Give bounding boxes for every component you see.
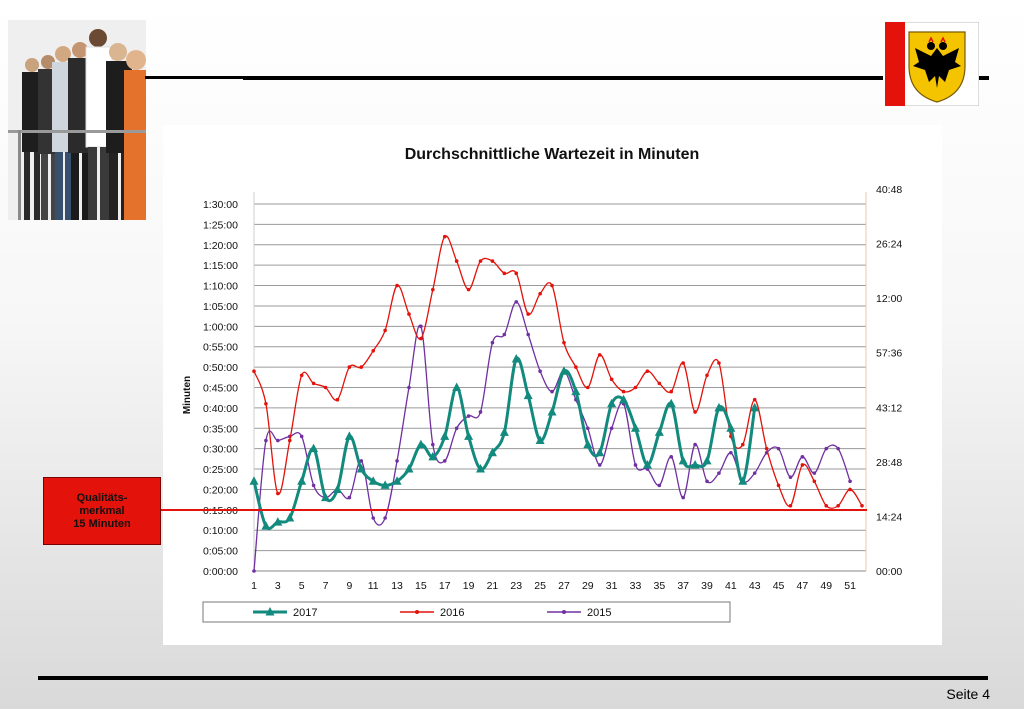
data-point-2015 bbox=[658, 484, 662, 488]
x-tick-label: 7 bbox=[322, 580, 329, 592]
x-tick-label: 15 bbox=[415, 580, 427, 592]
data-point-2016 bbox=[586, 386, 590, 390]
data-point-2015 bbox=[443, 459, 447, 463]
data-point-2016 bbox=[455, 259, 459, 263]
legend-label-2016: 2016 bbox=[440, 607, 465, 619]
data-point-2017 bbox=[416, 440, 425, 449]
data-point-2017 bbox=[524, 391, 533, 400]
page-number: Seite 4 bbox=[946, 686, 990, 702]
data-point-2015 bbox=[479, 410, 483, 414]
data-point-2015 bbox=[681, 496, 685, 500]
data-point-2015 bbox=[550, 390, 554, 394]
data-point-2015 bbox=[634, 463, 638, 467]
data-point-2017 bbox=[703, 456, 712, 465]
data-point-2015 bbox=[431, 443, 435, 447]
quality-note-line3: 15 Minuten bbox=[73, 517, 131, 530]
data-point-2016 bbox=[634, 386, 638, 390]
y-tick-label-right: 14:24 bbox=[876, 511, 903, 524]
y-tick-label-right: 12:00 bbox=[876, 293, 903, 306]
x-tick-label: 17 bbox=[438, 580, 451, 592]
x-tick-label: 1 bbox=[251, 580, 257, 592]
x-tick-label: 31 bbox=[605, 580, 618, 592]
data-point-2015 bbox=[789, 475, 793, 479]
x-tick-label: 47 bbox=[796, 580, 809, 592]
data-point-2015 bbox=[276, 439, 280, 443]
data-point-2016 bbox=[276, 492, 280, 496]
data-point-2016 bbox=[824, 504, 828, 508]
y-tick-label-left: 0:05:00 bbox=[202, 545, 238, 558]
data-point-2015 bbox=[598, 463, 602, 467]
data-point-2015 bbox=[848, 479, 852, 483]
legend-label-2017: 2017 bbox=[293, 607, 318, 619]
data-point-2015 bbox=[407, 386, 411, 390]
data-point-2015 bbox=[610, 426, 614, 430]
data-point-2016 bbox=[288, 439, 292, 443]
data-point-2015 bbox=[491, 341, 495, 345]
y-tick-label-left: 0:35:00 bbox=[202, 423, 238, 436]
data-point-2015 bbox=[586, 426, 590, 430]
data-point-2017 bbox=[345, 431, 354, 440]
data-point-2015 bbox=[729, 451, 733, 455]
data-point-2016 bbox=[789, 504, 793, 508]
quality-threshold-box bbox=[43, 477, 161, 545]
y-axis-label: Minuten bbox=[182, 375, 193, 415]
y-tick-label-right: 26:24 bbox=[876, 238, 903, 251]
x-tick-label: 33 bbox=[629, 580, 642, 592]
y-tick-label-left: 0:50:00 bbox=[202, 362, 238, 375]
data-point-2015 bbox=[300, 435, 304, 439]
data-point-2016 bbox=[467, 288, 471, 292]
data-point-2016 bbox=[371, 349, 375, 353]
y-tick-label-right: 00:00 bbox=[876, 566, 903, 578]
data-point-2016 bbox=[705, 373, 709, 377]
data-point-2017 bbox=[440, 431, 449, 440]
data-point-2015 bbox=[312, 484, 316, 488]
data-point-2016 bbox=[741, 443, 745, 447]
y-tick-label-left: 0:30:00 bbox=[202, 443, 238, 456]
x-tick-label: 49 bbox=[820, 580, 833, 592]
y-tick-label-left: 1:15:00 bbox=[202, 260, 238, 273]
data-point-2016 bbox=[300, 373, 304, 377]
data-point-2015 bbox=[705, 479, 709, 483]
data-point-2016 bbox=[813, 479, 817, 483]
data-point-2016 bbox=[836, 504, 840, 508]
y-tick-label-left: 0:00:00 bbox=[202, 566, 238, 578]
data-point-2015 bbox=[801, 455, 805, 459]
data-point-2015 bbox=[753, 471, 757, 475]
data-point-2016 bbox=[395, 284, 399, 288]
data-point-2015 bbox=[383, 516, 387, 520]
data-point-2016 bbox=[574, 365, 578, 369]
y-tick-label-left: 1:00:00 bbox=[202, 321, 238, 334]
x-tick-label: 25 bbox=[534, 580, 546, 592]
data-point-2017 bbox=[309, 444, 318, 453]
y-tick-label-left: 0:40:00 bbox=[202, 402, 238, 415]
x-tick-label: 39 bbox=[701, 580, 713, 592]
data-point-2016 bbox=[348, 365, 352, 369]
data-point-2016 bbox=[646, 369, 650, 373]
data-point-2016 bbox=[550, 284, 554, 288]
people-queue-photo bbox=[8, 20, 146, 220]
data-point-2016 bbox=[777, 484, 781, 488]
data-point-2016 bbox=[848, 488, 852, 492]
data-point-2016 bbox=[419, 337, 423, 341]
data-point-2016 bbox=[479, 259, 483, 263]
data-point-2016 bbox=[801, 463, 805, 467]
data-point-2017 bbox=[679, 456, 688, 465]
chart-title: Durchschnittliche Wartezeit in Minuten bbox=[404, 146, 700, 163]
x-tick-label: 3 bbox=[274, 580, 281, 592]
data-point-2015 bbox=[526, 333, 530, 337]
data-point-2017 bbox=[297, 476, 306, 485]
header-rule bbox=[243, 76, 883, 80]
data-point-2016 bbox=[359, 365, 363, 369]
data-point-2016 bbox=[753, 398, 757, 402]
series-2017 bbox=[250, 354, 760, 530]
x-tick-label: 5 bbox=[298, 580, 305, 592]
data-point-2016 bbox=[324, 386, 328, 390]
data-point-2016 bbox=[312, 382, 316, 386]
header-rule-left bbox=[145, 76, 245, 79]
data-point-2015 bbox=[824, 447, 828, 451]
data-point-2017 bbox=[726, 423, 735, 432]
x-tick-label: 51 bbox=[844, 580, 856, 592]
data-point-2016 bbox=[598, 353, 602, 357]
y-tick-label-right: 40:48 bbox=[876, 184, 903, 196]
data-point-2015 bbox=[836, 447, 840, 451]
data-point-2015 bbox=[371, 516, 375, 520]
series-line-2017 bbox=[254, 358, 755, 528]
data-point-2016 bbox=[610, 378, 614, 382]
data-point-2015 bbox=[669, 455, 673, 459]
x-tick-label: 37 bbox=[677, 580, 690, 592]
y-tick-label-right: 43:12 bbox=[876, 402, 903, 415]
series-2016 bbox=[252, 235, 864, 509]
x-tick-label: 43 bbox=[748, 580, 761, 592]
data-point-2015 bbox=[813, 471, 817, 475]
data-point-2015 bbox=[717, 471, 721, 475]
y-tick-label-left: 1:30:00 bbox=[202, 199, 238, 211]
data-point-2015 bbox=[348, 496, 352, 500]
x-tick-label: 35 bbox=[653, 580, 666, 592]
x-tick-label: 13 bbox=[391, 580, 403, 592]
data-point-2016 bbox=[491, 259, 495, 263]
data-point-2017 bbox=[464, 431, 473, 440]
data-point-2016 bbox=[765, 447, 769, 451]
y-tick-label-left: 1:05:00 bbox=[202, 300, 238, 313]
data-point-2016 bbox=[860, 504, 864, 508]
y-tick-label-left: 0:10:00 bbox=[202, 525, 238, 538]
data-point-2016 bbox=[681, 361, 685, 365]
data-point-2016 bbox=[383, 329, 387, 333]
quality-threshold-line bbox=[161, 509, 867, 511]
x-tick-label: 21 bbox=[486, 580, 499, 592]
data-point-2016 bbox=[431, 288, 435, 292]
x-tick-label: 45 bbox=[772, 580, 785, 592]
y-tick-label-left: 1:25:00 bbox=[202, 219, 238, 232]
x-tick-label: 41 bbox=[725, 580, 737, 592]
y-tick-label-right: 57:36 bbox=[876, 347, 903, 360]
data-point-2016 bbox=[336, 398, 340, 402]
legend-label-2015: 2015 bbox=[587, 607, 612, 619]
data-point-2015 bbox=[264, 439, 268, 443]
series-2015 bbox=[252, 300, 852, 573]
city-coat-of-arms-logo bbox=[885, 22, 979, 106]
data-point-2016 bbox=[526, 312, 530, 316]
quality-note-line2: merkmal bbox=[79, 504, 125, 517]
data-point-2015 bbox=[467, 414, 471, 418]
data-point-2016 bbox=[622, 390, 626, 394]
y-tick-label-left: 1:10:00 bbox=[202, 280, 238, 293]
data-point-2015 bbox=[538, 369, 542, 373]
data-point-2016 bbox=[693, 410, 697, 414]
header-rule-tail bbox=[979, 76, 989, 80]
data-point-2016 bbox=[503, 272, 507, 276]
y-tick-label-left: 0:55:00 bbox=[202, 341, 238, 354]
data-point-2016 bbox=[407, 312, 411, 316]
data-point-2015 bbox=[693, 443, 697, 447]
data-point-2015 bbox=[514, 300, 518, 304]
data-point-2016 bbox=[252, 369, 256, 373]
data-point-2016 bbox=[717, 361, 721, 365]
x-tick-label: 11 bbox=[367, 580, 379, 592]
data-point-2015 bbox=[252, 569, 256, 573]
y-tick-label-left: 0:25:00 bbox=[202, 464, 238, 477]
y-tick-label-left: 0:20:00 bbox=[202, 484, 238, 497]
chart-panel bbox=[163, 125, 942, 645]
data-point-2015 bbox=[777, 447, 781, 451]
x-tick-label: 9 bbox=[346, 580, 353, 592]
data-point-2015 bbox=[503, 333, 507, 337]
data-point-2015 bbox=[455, 426, 459, 430]
x-tick-label: 19 bbox=[462, 580, 475, 592]
x-tick-label: 29 bbox=[581, 580, 594, 592]
data-point-2016 bbox=[538, 292, 542, 296]
line-chart bbox=[163, 125, 942, 645]
data-point-2015 bbox=[395, 459, 399, 463]
data-point-2017 bbox=[333, 484, 342, 493]
data-point-2016 bbox=[443, 235, 447, 239]
series-line-2016 bbox=[254, 236, 862, 508]
y-tick-label-left: 1:20:00 bbox=[202, 239, 238, 252]
data-point-2016 bbox=[264, 402, 268, 406]
data-point-2016 bbox=[658, 382, 662, 386]
y-tick-label-right: 28:48 bbox=[876, 456, 903, 469]
data-point-2016 bbox=[562, 341, 566, 345]
y-tick-label-left: 0:45:00 bbox=[202, 382, 238, 395]
data-point-2016 bbox=[669, 390, 673, 394]
data-point-2017 bbox=[631, 423, 640, 432]
data-point-2015 bbox=[419, 325, 423, 329]
x-tick-label: 23 bbox=[510, 580, 523, 592]
quality-note-line1: Qualitäts- bbox=[76, 491, 128, 504]
footer-rule bbox=[38, 676, 988, 680]
data-point-2016 bbox=[514, 272, 518, 276]
data-point-2017 bbox=[452, 383, 461, 392]
data-point-2017 bbox=[250, 476, 259, 485]
x-tick-label: 27 bbox=[558, 580, 570, 592]
